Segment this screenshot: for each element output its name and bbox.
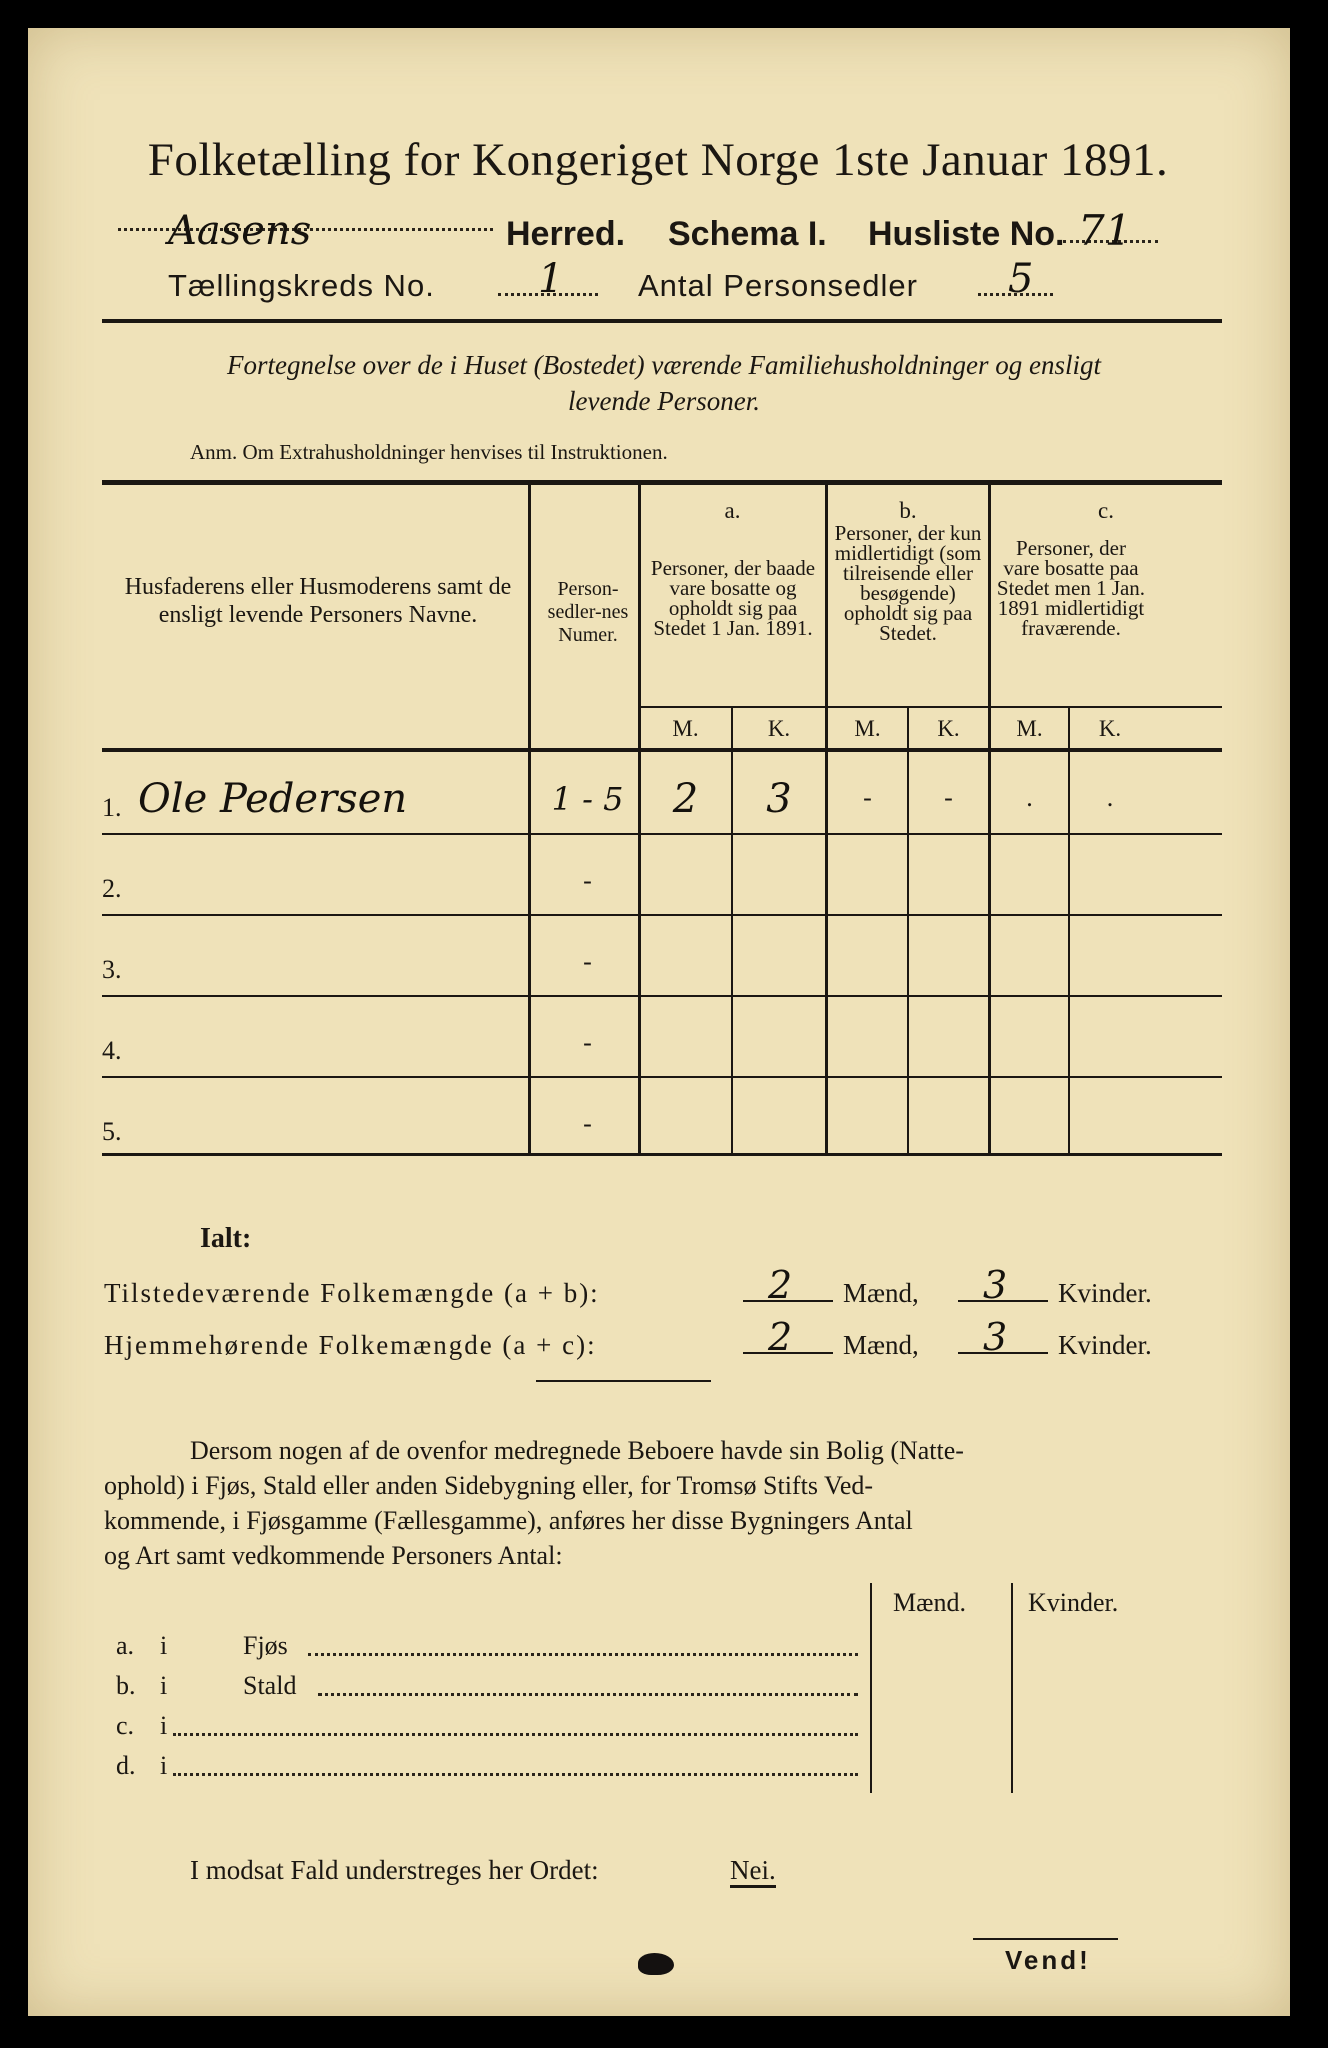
paragraph-line3: kommende, i Fjøsgamme (Fællesgamme), anføres her disse Bygningers Antal — [104, 1506, 913, 1535]
c-k-label: K. — [1098, 716, 1122, 741]
col-divider-b — [988, 485, 991, 1155]
item-dotted-line — [318, 1693, 858, 1696]
col-divider-b-mk — [907, 708, 909, 1155]
row-number: 4. — [102, 1036, 122, 1065]
instruction-note: Anm. Om Extrahusholdninger henvises til Instruktionen. — [190, 440, 668, 464]
tilstede-label: Tilstedeværende Folkemængde (a + b): — [104, 1278, 600, 1308]
table-bottom-rule — [102, 1153, 1222, 1156]
a-m-label: M. — [672, 716, 699, 741]
buildings-kvinder-header: Kvinder. — [1028, 1588, 1119, 1617]
b-m-label: M. — [854, 716, 881, 741]
item-dotted-line — [308, 1653, 858, 1656]
row-numer: - — [583, 1028, 592, 1057]
col-divider-name — [528, 485, 531, 1155]
tilstede-maend: 2 — [768, 1263, 793, 1307]
row-rule-1 — [102, 833, 1222, 835]
row-rule-4 — [102, 1076, 1222, 1078]
col-header-a: Personer, der baade vare bosatte og opholdt sig paa Stedet 1 Jan. 1891. — [650, 556, 816, 640]
tilstede-kvinder: 3 — [983, 1263, 1008, 1307]
nei-word: Nei. — [730, 1855, 776, 1888]
modsat-label: I modsat Fald understreges her Ordet: — [190, 1855, 599, 1885]
row-b-k: - — [944, 783, 953, 812]
section-separator — [536, 1380, 711, 1382]
ink-blot — [638, 1953, 674, 1975]
item-prep: i — [160, 1671, 168, 1700]
row-numer: 1 - 5 — [551, 780, 624, 818]
paragraph-line4: og Art samt vedkommende Personers Antal: — [104, 1541, 563, 1570]
col-c-letter: c. — [1098, 498, 1114, 523]
col-header-numer: Person-sedler-nes Numer. — [547, 578, 629, 646]
vend-label: Vend! — [1005, 1945, 1091, 1975]
row-a-k: 3 — [766, 776, 792, 822]
kreds-value: 1 — [538, 256, 564, 302]
b-k-label: K. — [937, 716, 960, 741]
col-b-letter: b. — [899, 498, 917, 523]
row-a-m: 2 — [672, 776, 699, 822]
row-numer: - — [583, 947, 592, 976]
census-form-page — [28, 28, 1290, 2016]
row-b-m: - — [863, 783, 872, 812]
buildings-col-divider-2 — [1011, 1583, 1013, 1793]
item-prep: i — [160, 1631, 168, 1660]
kreds-label: Tællingskreds No. — [168, 268, 435, 303]
row-number: 1. — [102, 793, 122, 822]
col-divider-c-mk — [1068, 708, 1070, 1155]
header-rule — [102, 319, 1222, 323]
husliste-value: 71 — [1078, 206, 1132, 255]
ialt-label: Ialt: — [200, 1223, 252, 1254]
item-letter: b. — [116, 1671, 136, 1700]
row-rule-2 — [102, 914, 1222, 916]
item-prep: i — [160, 1711, 168, 1740]
col-header-names: Husfaderens eller Husmoderens samt de ensligt levende Personers Navne. — [124, 574, 512, 628]
vend-rule — [973, 1938, 1118, 1940]
row-number: 2. — [102, 874, 122, 903]
col-header-b: Personer, der kun midlertidigt (som tilreisende eller besøgende) opholdt sig paa Stedet. — [834, 521, 982, 645]
paragraph-line1: Dersom nogen af de ovenfor medregnede Beboere havde sin Bolig (Natte- — [190, 1436, 964, 1465]
personsedler-label: Antal Personsedler — [638, 268, 918, 303]
item-prep: i — [160, 1751, 168, 1780]
item-dotted-line — [173, 1733, 858, 1736]
col-divider-a — [825, 485, 828, 1155]
hjemme-kvinder: 3 — [983, 1315, 1008, 1359]
table-top-rule — [102, 480, 1222, 485]
tilstede-kvinder-word: Kvinder. — [1058, 1278, 1152, 1308]
row-numer: - — [583, 1109, 592, 1138]
item-letter: c. — [116, 1711, 135, 1740]
intro-line2: levende Personer. — [568, 386, 760, 416]
row-c-m: . — [1026, 783, 1033, 812]
tilstede-maend-word: Mænd, — [843, 1278, 919, 1308]
item-letter: a. — [116, 1631, 135, 1660]
table-header-rule — [102, 748, 1222, 752]
herred-value: Aasens — [168, 208, 312, 254]
buildings-col-divider-1 — [870, 1583, 872, 1793]
item-dotted-line — [173, 1773, 858, 1776]
herred-label: Herred. — [506, 215, 626, 253]
row-name: Ole Pedersen — [138, 776, 408, 822]
item-label: Stald — [243, 1671, 297, 1700]
husliste-label: Husliste No. — [868, 215, 1065, 253]
c-m-label: M. — [1016, 716, 1043, 741]
form-title: Folketælling for Kongeriget Norge 1ste Januar 1891. — [147, 134, 1169, 186]
row-number: 5. — [102, 1117, 122, 1146]
buildings-maend-header: Mænd. — [893, 1588, 966, 1617]
hjemme-label: Hjemmehørende Folkemængde (a + c): — [104, 1330, 597, 1360]
row-rule-3 — [102, 995, 1222, 997]
hjemme-maend-word: Mænd, — [843, 1330, 919, 1360]
item-label: Fjøs — [243, 1631, 288, 1660]
item-letter: d. — [116, 1751, 136, 1780]
intro-line1: Fortegnelse over de i Huset (Bostedet) værende Familiehusholdninger og ensligt — [226, 350, 1102, 380]
paragraph-line2: ophold) i Fjøs, Stald eller anden Sidebygning eller, for Tromsø Stifts Ved- — [104, 1471, 874, 1500]
a-k-label: K. — [767, 716, 791, 741]
row-numer: - — [583, 866, 592, 895]
row-c-k: . — [1106, 783, 1114, 812]
schema-label: Schema I. — [668, 215, 827, 253]
personsedler-value: 5 — [1008, 256, 1034, 302]
col-header-c: Personer, der vare bosatte paa Stedet men 1 Jan. 1891 midlertidigt fraværende. — [996, 536, 1146, 640]
mk-subheader-rule — [640, 706, 1222, 708]
col-a-letter: a. — [724, 498, 741, 523]
hjemme-kvinder-word: Kvinder. — [1058, 1330, 1152, 1360]
row-number: 3. — [102, 955, 122, 984]
hjemme-maend: 2 — [768, 1315, 793, 1359]
